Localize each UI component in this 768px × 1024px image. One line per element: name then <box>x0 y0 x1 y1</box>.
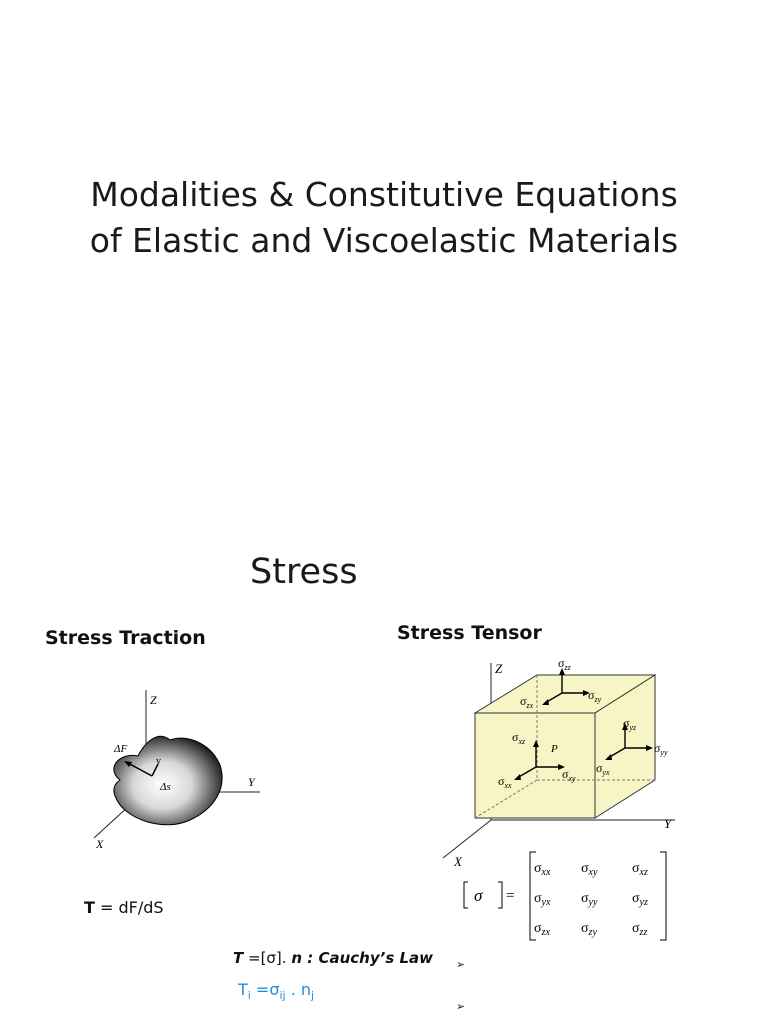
matrix-cell-yz: $\sigma_{yz}$ <box>632 891 648 908</box>
point-label: P <box>551 743 558 755</box>
matrix-equals: = <box>506 888 515 904</box>
matrix-lhs-sigma: σ <box>474 886 483 905</box>
title-line-1: Modalities & Constitutive Equations <box>90 175 678 214</box>
cube-front-face <box>475 713 595 818</box>
stress-matrix <box>462 846 672 944</box>
sigma-yx-side: $\sigma_{yx}$ <box>596 761 610 777</box>
matrix-cell-xx: $\sigma_{xx}$ <box>534 861 551 878</box>
bullet-arrow-icon: ➢ <box>456 1000 466 1013</box>
sigma-xx-front: $\sigma_{xx}$ <box>498 774 512 790</box>
index-dot: . n <box>285 980 312 999</box>
tensor-x-label: X <box>454 854 462 869</box>
force-label: ΔF <box>114 743 128 755</box>
sigma-zy-top: $\sigma_{zy}$ <box>588 688 602 704</box>
matrix-cell-yy: $\sigma_{yy}$ <box>581 891 598 908</box>
matrix-cell-xz: $\sigma_{xz}$ <box>632 861 648 878</box>
traction-formula <box>84 898 164 917</box>
sigma-xy-front: $\sigma_{xy}$ <box>562 767 576 783</box>
title-line-2: of Elastic and Viscoelastic Materials <box>89 221 679 260</box>
sigma-yy-side: $\sigma_{yy}$ <box>654 741 668 757</box>
stress-traction-heading: Stress Traction <box>45 627 206 649</box>
stress-cube-diagram <box>440 655 680 870</box>
tensor-z-label: Z <box>495 661 503 676</box>
traction-formula-rest: = dF/dS <box>94 898 164 917</box>
index-eq: =σ <box>250 980 280 999</box>
matrix-cell-yx: $\sigma_{yx}$ <box>534 891 551 908</box>
normal-label: v <box>156 756 161 767</box>
cauchy-n: n <box>291 949 303 967</box>
sigma-zz-top: $\sigma_{zz}$ <box>558 656 571 672</box>
index-sub-ij: ij <box>279 989 286 1003</box>
index-T: T <box>238 980 248 999</box>
traction-diagram <box>80 680 280 855</box>
index-sub-j: j <box>311 989 315 1003</box>
cauchy-mid: =[σ]. <box>243 949 292 967</box>
sigma-xz-front: $\sigma_{xz}$ <box>512 730 526 746</box>
cauchy-T: T <box>233 949 244 967</box>
sigma-zx-top: $\sigma_{zx}$ <box>520 694 534 710</box>
traction-x-label: X <box>96 837 104 851</box>
matrix-cell-zy: $\sigma_{zy}$ <box>581 921 597 938</box>
cauchy-label: : Cauchy’s Law <box>302 949 434 967</box>
matrix-cell-zz: $\sigma_{zz}$ <box>632 921 648 938</box>
traction-z-label: Z <box>150 693 157 707</box>
sigma-yz-side: $\sigma_{yz}$ <box>623 716 637 732</box>
index-notation <box>238 980 314 1002</box>
index-sub-i: i <box>247 989 251 1003</box>
stress-tensor-heading: Stress Tensor <box>397 622 542 644</box>
matrix-cell-zx: $\sigma_{zx}$ <box>534 921 550 938</box>
area-label: Δs <box>160 781 171 793</box>
traction-y-label: Y <box>248 775 255 789</box>
bullet-arrow-icon: ➢ <box>456 958 466 971</box>
traction-formula-T: T <box>84 898 95 917</box>
tensor-y-label: Y <box>664 816 672 831</box>
slide-title <box>0 172 768 264</box>
cauchy-law <box>233 949 433 967</box>
matrix-cell-xy: $\sigma_{xy}$ <box>581 861 598 878</box>
stress-heading: Stress <box>250 552 358 592</box>
